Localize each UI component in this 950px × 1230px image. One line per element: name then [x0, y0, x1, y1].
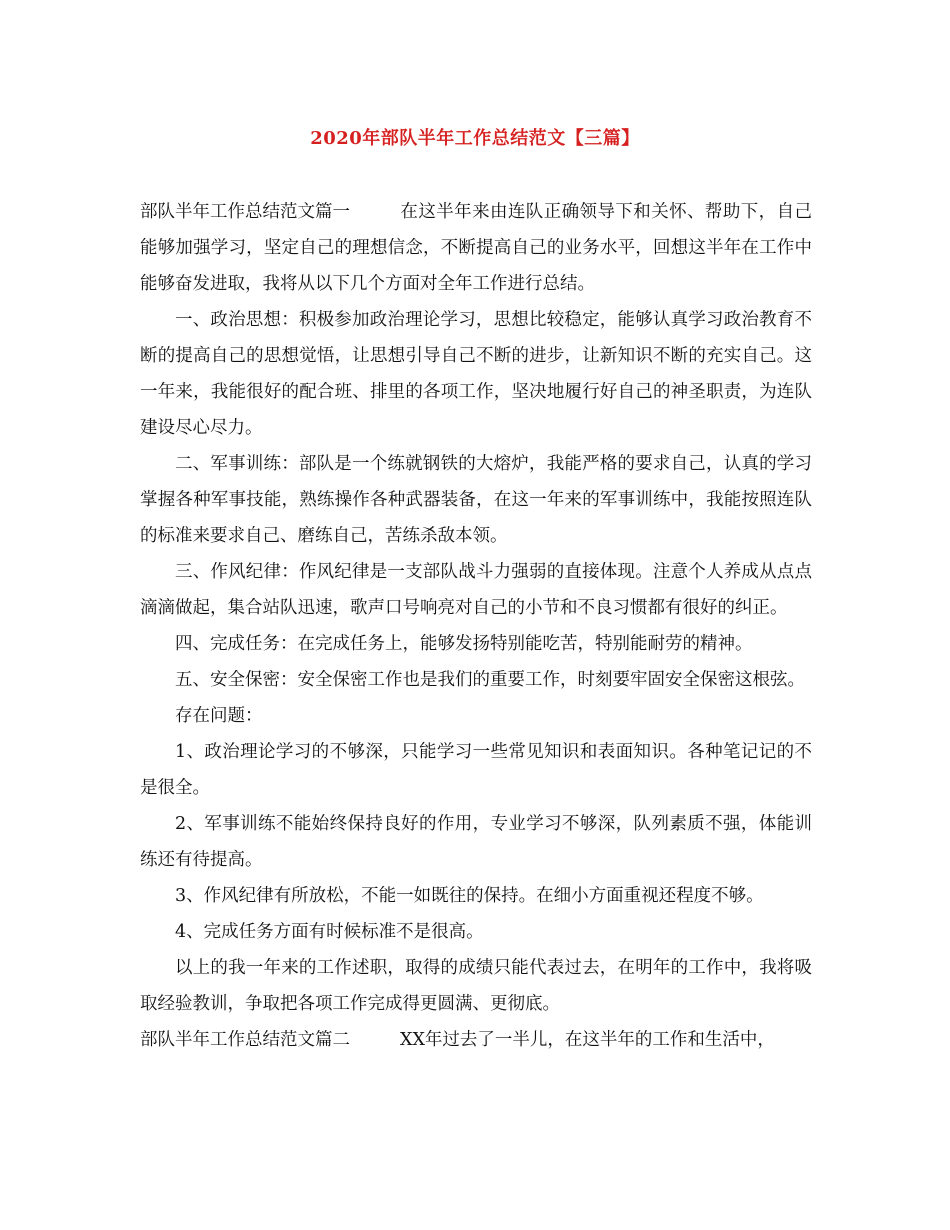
paragraph-problem-3: 3、作风纪律有所放松，不能一如既往的保持。在细小方面重视还程度不够。	[175, 886, 764, 906]
paragraph-problem-2: 2、军事训练不能始终保持良好的作用，专业学习不够深，队列素质不强，体能训练还有待提高。	[140, 814, 812, 870]
paragraph-problem-1: 1、政治理论学习的不够深，只能学习一些常见知识和表面知识。各种笔记记的不是很全。	[140, 742, 812, 798]
document-title: 2020年部队半年工作总结范文【三篇】	[310, 128, 640, 149]
paragraph-conclusion: 以上的我一年来的工作述职，取得的成绩只能代表过去，在明年的工作中，我将吸取经验教训，争取把各项工作完成得更圆满、更彻底。	[140, 958, 812, 1014]
paragraph-discipline: 三、作风纪律：作风纪律是一支部队战斗力强弱的直接体现。注意个人养成从点点滴滴做起，集合站队迅速，歌声口号响亮对自己的小节和不良习惯都有很好的纠正。	[140, 562, 812, 618]
section1-intro-paragraph	[140, 194, 812, 302]
paragraph-problem-4: 4、完成任务方面有时候标准不是很高。	[175, 922, 484, 942]
paragraph-problems-heading: 存在问题：	[175, 706, 263, 726]
paragraph-military-training: 二、军事训练：部队是一个练就钢铁的大熔炉，我能严格的要求自己，认真的学习掌握各种军事技能，熟练操作各种武器装备，在这一年来的军事训练中，我能按照连队的标准来要求自己、磨练自己，苦练杀敌本领。	[140, 454, 812, 546]
paragraph-political: 一、政治思想：积极参加政治理论学习，思想比较稳定，能够认真学习政治教育不断的提高自己的思想觉悟，让思想引导自己不断的进步，让新知识不断的充实自己。这一年来，我能很好的配合班、排里的各项工作，坚决地履行好自己的神圣职责，为连队建设尽心尽力。	[140, 310, 812, 438]
paragraph-tasks: 四、完成任务：在完成任务上，能够发扬特别能吃苦，特别能耐劳的精神。	[175, 634, 753, 654]
section1-heading: 部队半年工作总结范文篇一	[140, 202, 350, 222]
section2-intro-text: XX年过去了一半儿，在这半年的工作和生活中，	[400, 1030, 775, 1050]
paragraph-security: 五、安全保密：安全保密工作也是我们的重要工作，时刻要牢固安全保密这根弦。	[175, 670, 805, 690]
section1-intro-text: 在这半年来由连队正确领导下和关怀、帮助下，自己能够加强学习，坚定自己的理想信念，不断提高自己的业务水平，回想这半年在工作中能够奋发进取，我将从以下几个方面对全年工作进行总结。	[140, 202, 812, 294]
section2-intro-paragraph	[140, 1022, 812, 1058]
document-body	[140, 194, 812, 1058]
section2-heading: 部队半年工作总结范文篇二	[140, 1030, 350, 1050]
